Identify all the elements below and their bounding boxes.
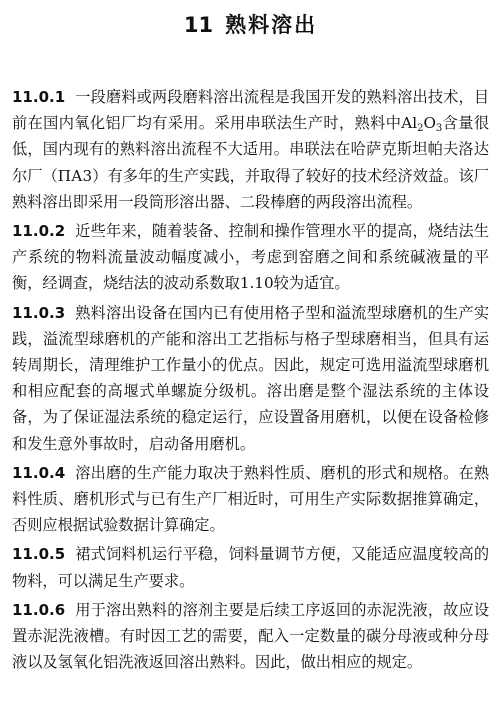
clause-number: 11.0.6	[12, 600, 66, 619]
clause-number: 11.0.2	[12, 222, 66, 241]
clause-number: 11.0.5	[12, 545, 66, 564]
clause-11-0-1	[12, 84, 489, 215]
section-title	[12, 10, 489, 40]
clause-number: 11.0.3	[12, 303, 66, 322]
clause-text: 熟料溶出设备在国内已有使用格子型和溢流型球磨机的生产实践，溢流型球磨机的产能和溶出工艺指标与格子型球磨相当，但具有运转周期长，清理维护工作量小的优点。因此，规定可选用溢流型球磨机和相应配套的高堰式单螺旋分级机。溶出磨是整个湿法系统的主体设备，为了保证湿法系统的稳定运行，应设置备用磨机，以便在设备检修和发生意外事故时，启动备用磨机。	[12, 303, 489, 453]
clause-11-0-4	[12, 460, 489, 539]
clause-11-0-2	[12, 218, 489, 297]
clause-11-0-3	[12, 300, 489, 457]
clause-text: 用于溶出熟料的溶剂主要是后续工序返回的赤泥洗液，故应设置赤泥洗液槽。有时因工艺的需要，配入一定数量的碳分母液或种分母液以及氢氧化铝洗液返回溶出熟料。因此，做出相应的规定。	[12, 600, 489, 672]
clause-text: 含量很低，国内现有的熟料溶出流程不大适用。串联法在哈萨克斯坦帕夫洛达尔厂（ПА3）有多年的生产实践，并取得了较好的技术经济效益。该厂熟料溶出即采用一段筒形溶出器、二段棒磨的两段溶出流程。	[12, 114, 490, 211]
section-number: 11	[183, 13, 214, 37]
clause-text: 一段磨料或两段磨料溶出流程是我国开发的熟料溶出技术，目前在国内氧化铝厂均有采用。采用串联法生产时，熟料中Al	[12, 88, 489, 133]
clause-number: 11.0.4	[12, 463, 66, 482]
clause-text: 近些年来，随着装备、控制和操作管理水平的提高，烧结法生产系统的物料流量波动幅度减小，考虑到窑磨之间和系统碱液量的平衡，经调查，烧结法的波动系数取1.10较为适宜。	[12, 222, 489, 293]
clause-11-0-5	[12, 541, 489, 593]
clause-11-0-6	[12, 597, 489, 676]
subscript-2: 2	[417, 123, 424, 135]
subscript-3: 3	[435, 123, 443, 135]
clause-text: O	[423, 114, 436, 133]
clause-number: 11.0.1	[12, 88, 66, 106]
section-title-text: 熟料溶出	[225, 12, 318, 37]
clause-text: 溶出磨的生产能力取决于熟料性质、磨机的形式和规格。在熟料性质、磨机形式与已有生产厂相近时，可用生产实际数据推算确定，否则应根据试验数据计算确定。	[12, 463, 489, 535]
clause-text: 裙式饲料机运行平稳，饲料量调节方便，又能适应温度较高的物料，可以满足生产要求。	[12, 545, 489, 590]
